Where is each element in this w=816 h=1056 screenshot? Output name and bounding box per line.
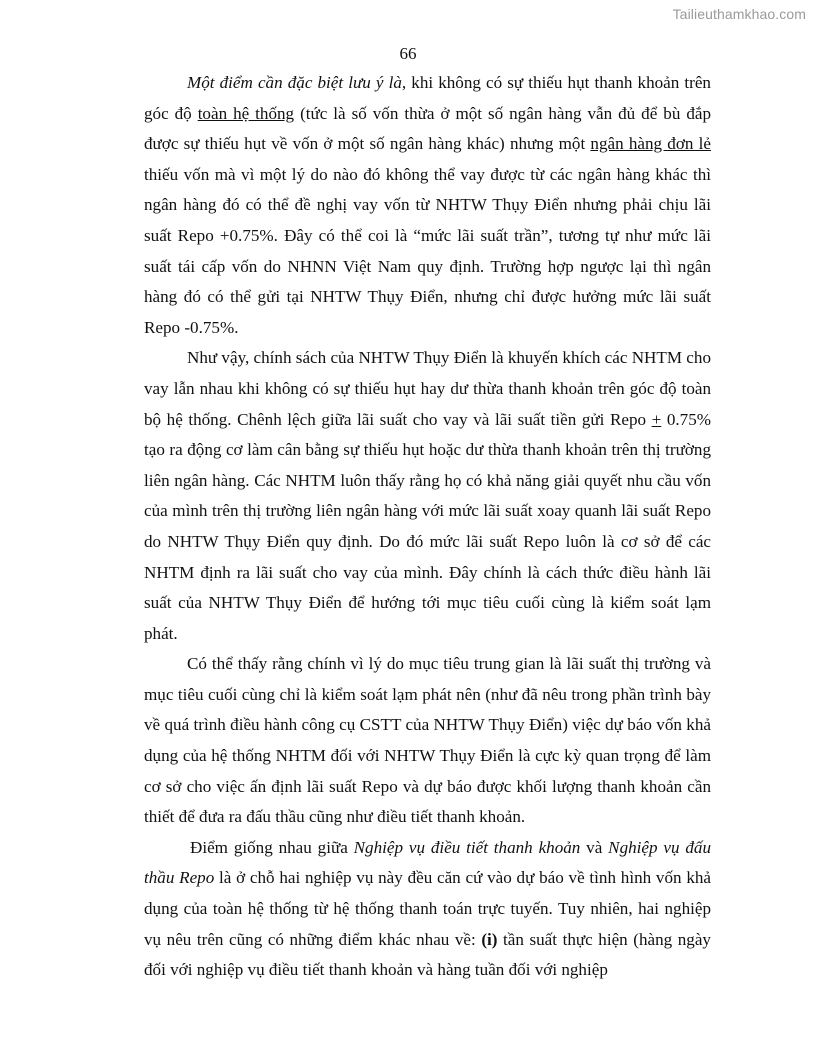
underlined-term: ngân hàng đơn lẻ <box>590 134 711 154</box>
emphasis-lead: Một điểm cần đặc biệt lưu ý là <box>187 73 402 92</box>
watermark-text: Tailieuthamkhao.com <box>672 6 806 22</box>
text-run: 0.75% tạo ra động cơ làm cân bằng sự thiếu hụt hoặc dư thừa thanh khoản trên thị trường liên ngân hàng. Các NHTM luôn thấy rằng họ có khả năng giải quyết nhu cầu vốn của mình trên thị trường liên ngân hàng với mức lãi suất xoay quanh lãi suất Repo do NHTW Thụy Điển quy định. Do đó mức lãi suất Repo luôn là cơ sở để các NHTM định ra lãi suất cho vay của mình. Đây chính là cách thức điều hành lãi suất của NHTW Thụy Điển để hướng tới mục tiêu cuối cùng là kiểm soát lạm phát. <box>144 409 711 643</box>
paragraph-3 <box>144 649 711 833</box>
text-run: , khi không có sự thiếu hụt thanh khoản trên góc độ <box>144 73 711 123</box>
paragraph-2 <box>144 343 711 649</box>
text-run: Có thể thấy rằng chính vì lý do mục tiêu trung gian là lãi suất thị trường và mục tiêu cuối cùng chỉ là kiểm soát lạm phát nên (như đã nêu trong phần trình bày về quá trình điều hành công cụ CSTT của NHTW Thụy Điển) việc dự báo vốn khả dụng của hệ thống NHTM đối với NHTW Thụy Điển là cực kỳ quan trọng để làm cơ sở cho việc ấn định lãi suất Repo và dự báo được khối lượng thanh khoản cần thiết để đưa ra đấu thầu cũng như điều tiết thanh khoản. <box>144 654 711 827</box>
text-run: và <box>580 837 609 857</box>
text-run: (tức là số vốn thừa ở một số ngân hàng vẫn đủ để bù đắp được sự thiếu hụt về vốn ở một số ngân hàng khác) nhưng một <box>144 103 711 154</box>
paragraph-4 <box>144 833 711 986</box>
page-number: 66 <box>399 44 417 63</box>
text-run: Điểm giống nhau giữa <box>190 837 354 857</box>
text-run: tần suất thực hiện (hàng ngày đối với nghiệp vụ điều tiết thanh khoản và hàng tuần đối với nghiệp <box>144 929 711 980</box>
underlined-term: toàn hệ thống <box>197 103 295 123</box>
italic-term: Nghiệp vụ đấu thầu Repo <box>144 837 712 888</box>
italic-term: Nghiệp vụ điều tiết thanh khoản <box>353 837 581 857</box>
plus-minus-sign: + <box>651 409 662 429</box>
paragraph-1 <box>144 68 711 343</box>
document-body <box>144 68 711 986</box>
text-run: là ở chỗ hai nghiệp vụ này đều căn cứ vào dự báo về tình hình vốn khả dụng của toàn hệ thống từ hệ thống thanh toán trực tuyến. Tuy nhiên, hai nghiệp vụ nêu trên cũng có những điểm khác nhau về: <box>144 868 711 949</box>
text-run: Như vậy, chính sách của NHTW Thụy Điển là khuyến khích các NHTM cho vay lẫn nhau khi không có sự thiếu hụt hay dư thừa thanh khoản trên góc độ toàn bộ hệ thống. Chênh lệch giữa lãi suất cho vay và lãi suất tiền gửi Repo <box>144 348 711 429</box>
bold-marker: (i) <box>481 929 498 949</box>
text-run: thiếu vốn mà vì một lý do nào đó không thể vay được từ các ngân hàng khác thì ngân hàng đó có thể đề nghị vay vốn từ NHTW Thụy Điển nhưng phải chịu lãi suất Repo +0.75%. Đây có thể coi là “mức lãi suất trần”, tương tự như mức lãi suất tái cấp vốn do NHNN Việt Nam quy định. Trường hợp ngược lại thì ngân hàng đó có thể gửi tại NHTW Thụy Điển, nhưng chỉ được hưởng mức lãi suất Repo -0.75%. <box>144 164 711 337</box>
